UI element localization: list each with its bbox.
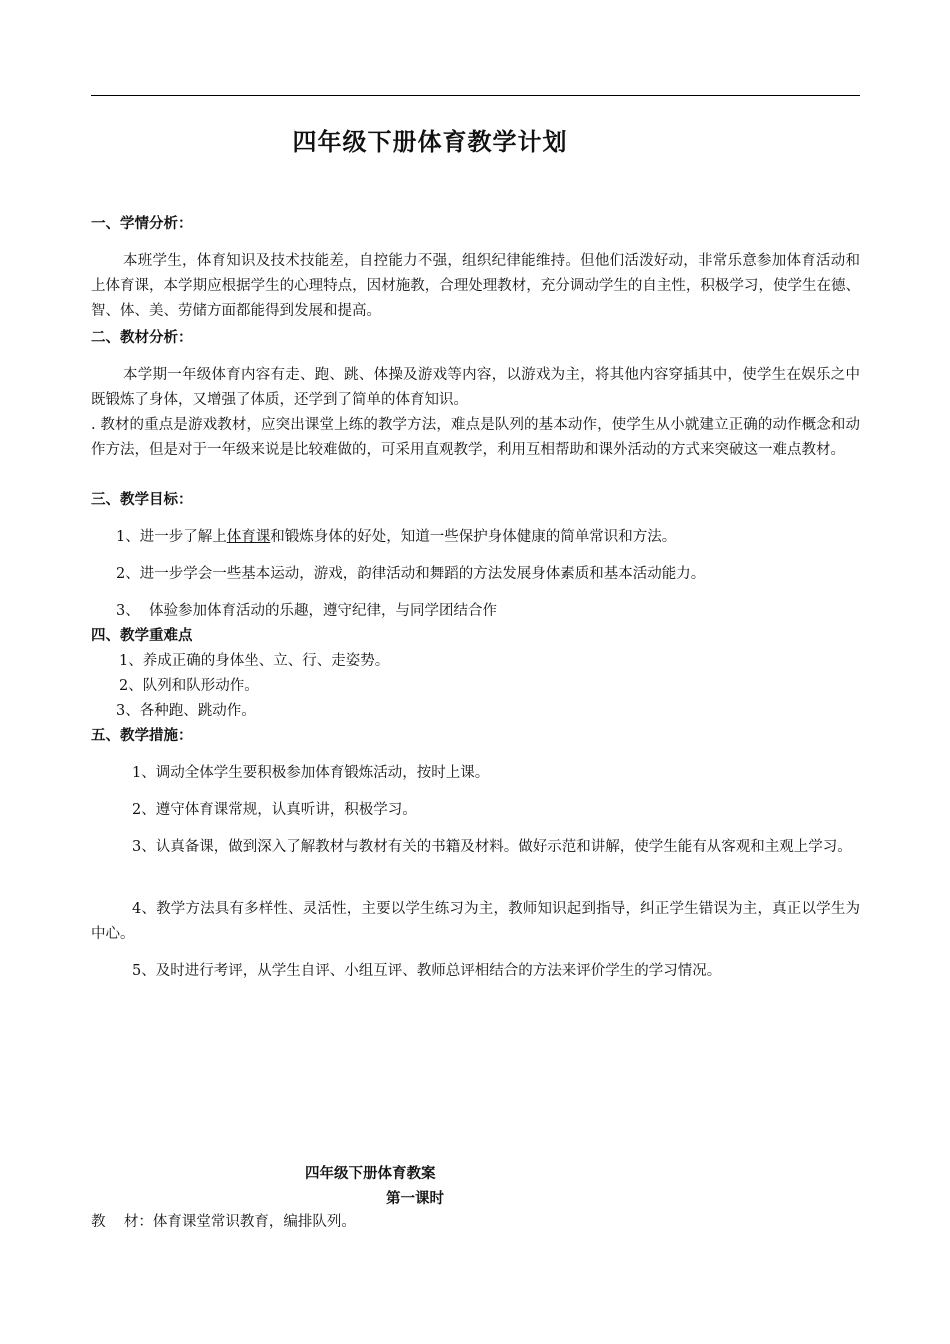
key-point-item-1: 1、养成正确的身体坐、立、行、走姿势。 (119, 653, 390, 669)
lesson-period: 第一课时 (386, 1191, 444, 1207)
measure-item-3: 3、认真备课，做到深入了解教材与教材有关的书籍及材料。做好示范和讲解，使学生能有从客观和主观上学习。 (132, 839, 852, 855)
lesson-title: 四年级下册体育教案 (305, 1166, 436, 1182)
measure-item-5: 5、及时进行考评，从学生自评、小组互评、教师总评相结合的方法来评价学生的学习情况。 (132, 963, 722, 979)
goal-item-2: 2、进一步学会一些基本运动，游戏，韵律活动和舞蹈的方法发展身体素质和基本活动能力。 (116, 566, 706, 582)
measure-item-1: 1、调动全体学生要积极参加体育锻炼活动，按时上课。 (132, 765, 490, 781)
goal-item-1 (116, 525, 676, 550)
lesson-material: 教 材：体育课堂常识教育，编排队列。 (91, 1214, 356, 1230)
key-point-item-3: 3、各种跑、跳动作。 (116, 703, 256, 719)
section-heading-analysis: 一、学情分析： (91, 216, 193, 232)
goal-item-3: 3、 体验参加体育活动的乐趣，遵守纪律，与同学团结合作 (116, 603, 497, 619)
section-heading-materials: 二、教材分析： (91, 330, 193, 346)
analysis-paragraph: 本班学生，体育知识及技术技能差，自控能力不强，组织纪律能维持。但他们活泼好动，非常乐意参加体育活动和上体育课，本学期应根据学生的心理特点，因材施教，合理处理教材，充分调动学生的自主性，积极学习，使学生在德、智、体、美、劳储方面都能得到发展和提高。 (91, 253, 860, 319)
page-title: 四年级下册体育教学计划 (292, 128, 568, 156)
key-point-item-2: 2、队列和队形动作。 (119, 678, 259, 694)
measure-item-2: 2、遵守体育课常规，认真听讲，积极学习。 (132, 802, 417, 818)
pe-class-link[interactable]: 体育课 (226, 529, 271, 545)
measure-item-4: 4、教学方法具有多样性、灵活性，主要以学生练习为主，教师知识起到指导，纠正学生错误为主，真正以学生为中心。 (91, 901, 860, 942)
section-heading-measures: 五、教学措施： (91, 728, 193, 744)
top-rule (91, 95, 860, 96)
materials-paragraph-1: 本学期一年级体育内容有走、跑、跳、体操及游戏等内容，以游戏为主，将其他内容穿插其中，使学生在娱乐之中既锻炼了身体，又增强了体质，还学到了简单的体育知识。 (91, 367, 860, 408)
section-heading-goals: 三、教学目标： (91, 492, 193, 508)
section-heading-key-points: 四、教学重难点 (91, 628, 193, 644)
goal-item-1-pre: 1、进一步了解上 (116, 529, 227, 545)
goal-item-1-post: 和锻炼身体的好处，知道一些保护身体健康的简单常识和方法。 (270, 529, 677, 545)
materials-paragraph-2: . 教材的重点是游戏教材，应突出课堂上练的教学方法，难点是队列的基本动作，使学生从小就建立正确的动作概念和动作方法，但是对于一年级来说是比较难做的，可采用直观教学，利用互相帮助和课外活动的方式来突破这一难点教材。 (91, 417, 860, 458)
